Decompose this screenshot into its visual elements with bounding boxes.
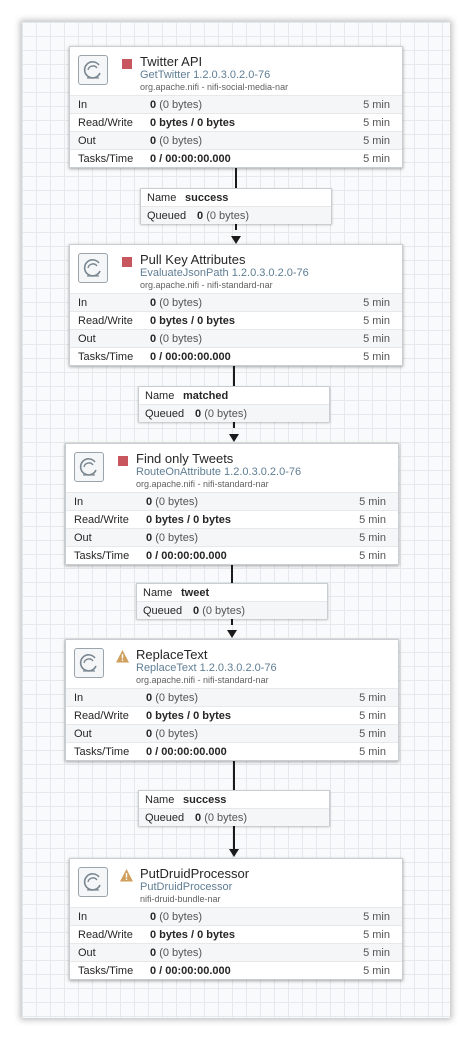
stat-row-read-write	[70, 925, 402, 943]
stat-window: 5 min	[359, 692, 386, 704]
processor-putdruidprocessor[interactable]	[69, 858, 403, 980]
stat-label: Read/Write	[74, 710, 129, 722]
connection-queued-row	[139, 404, 329, 422]
stat-value: 0 / 00:00:00.000	[146, 550, 227, 562]
stat-bytes: (0 bytes)	[155, 532, 198, 544]
stat-label: In	[78, 99, 88, 111]
stat-row-out	[70, 329, 402, 347]
stat-label: Out	[74, 728, 92, 740]
stat-value: 0 / 00:00:00.000	[150, 153, 231, 165]
stat-value: 0 bytes / 0 bytes	[150, 117, 235, 129]
connection-arrow-icon	[227, 630, 237, 638]
queued-count: 0	[195, 408, 202, 420]
processor-bundle: org.apache.nifi - nifi-standard-nar	[136, 675, 269, 685]
connection-name-label: Name	[143, 587, 173, 599]
stat-count: 0	[150, 333, 157, 345]
warning-status-icon	[119, 868, 134, 883]
stopped-status-icon	[122, 257, 132, 267]
stat-row-out	[66, 724, 398, 742]
stat-label: Read/Write	[78, 315, 133, 327]
connection-queued-label: Queued	[145, 408, 185, 420]
stat-label: Tasks/Time	[74, 550, 130, 562]
stat-bytes: (0 bytes)	[159, 297, 202, 309]
queued-count: 0	[193, 605, 200, 617]
queued-count: 0	[195, 812, 202, 824]
stat-row-out	[70, 943, 402, 961]
stat-row-in	[70, 293, 402, 311]
processor-name: Pull Key Attributes	[140, 252, 246, 267]
queued-count: 0	[197, 210, 204, 222]
queued-bytes: (0 bytes)	[204, 408, 247, 420]
processor-header	[66, 640, 398, 688]
connection-arrow-icon	[229, 434, 239, 442]
stat-label: In	[74, 496, 84, 508]
stat-value	[146, 728, 198, 740]
stat-window: 5 min	[363, 315, 390, 327]
processor-icon	[78, 253, 108, 283]
stat-count: 0	[150, 99, 157, 111]
stat-window: 5 min	[363, 153, 390, 165]
stat-row-in	[70, 907, 402, 925]
stat-count: 0	[146, 496, 153, 508]
connection-queued-row	[139, 808, 329, 826]
processor-twitter-api[interactable]	[69, 46, 403, 168]
connection-name: success	[185, 192, 229, 204]
stat-bytes: (0 bytes)	[155, 496, 198, 508]
processor-header	[70, 245, 402, 293]
processor-icon	[78, 867, 108, 897]
stat-window: 5 min	[363, 911, 390, 923]
processor-bundle: org.apache.nifi - nifi-social-media-nar	[140, 82, 289, 92]
processor-name: Twitter API	[140, 54, 203, 69]
stat-row-in	[70, 95, 402, 113]
processor-bundle: org.apache.nifi - nifi-standard-nar	[140, 280, 273, 290]
processor-header	[70, 859, 402, 907]
stat-label: Read/Write	[74, 514, 129, 526]
processor-type: PutDruidProcessor	[140, 881, 233, 893]
stat-label: Out	[78, 947, 96, 959]
stat-count: 0	[146, 532, 153, 544]
warning-status-icon	[115, 649, 130, 664]
stat-value: 0 / 00:00:00.000	[150, 965, 231, 977]
processor-pull-key-attributes[interactable]	[69, 244, 403, 366]
connection-queued-label: Queued	[143, 605, 183, 617]
connection-name: matched	[183, 390, 229, 402]
stat-value	[150, 135, 202, 147]
stat-value	[146, 496, 198, 508]
stat-row-read-write	[70, 311, 402, 329]
stat-window: 5 min	[359, 728, 386, 740]
connection-queued-value	[195, 408, 247, 420]
stat-window: 5 min	[363, 333, 390, 345]
stat-value	[150, 297, 202, 309]
stat-row-out	[70, 131, 402, 149]
stat-value	[150, 911, 202, 923]
stat-label: Tasks/Time	[78, 153, 134, 165]
stat-window: 5 min	[363, 351, 390, 363]
stat-value	[150, 99, 202, 111]
connection-label[interactable]	[140, 188, 332, 224]
connection-label[interactable]	[138, 386, 330, 422]
stat-row-tasks-time	[70, 347, 402, 365]
stat-value	[146, 692, 198, 704]
stat-label: Out	[78, 135, 96, 147]
connection-queued-row	[141, 206, 331, 224]
connection-arrow-icon	[229, 849, 239, 857]
stat-label: Tasks/Time	[78, 351, 134, 363]
processor-name: PutDruidProcessor	[140, 866, 250, 881]
stat-bytes: (0 bytes)	[159, 911, 202, 923]
processor-type: GetTwitter 1.2.0.3.0.2.0-76	[140, 69, 271, 81]
stat-count: 0	[150, 911, 157, 923]
stat-window: 5 min	[363, 929, 390, 941]
stat-window: 5 min	[359, 496, 386, 508]
stat-label: Out	[78, 333, 96, 345]
processor-replacetext[interactable]	[65, 639, 399, 761]
stat-value: 0 bytes / 0 bytes	[146, 710, 231, 722]
stat-value	[150, 947, 202, 959]
stat-label: Tasks/Time	[74, 746, 130, 758]
stat-window: 5 min	[363, 117, 390, 129]
stat-window: 5 min	[363, 297, 390, 309]
stat-count: 0	[146, 692, 153, 704]
connection-name: success	[183, 794, 227, 806]
stat-label: In	[78, 911, 88, 923]
processor-name: Find only Tweets	[136, 451, 234, 466]
stat-count: 0	[150, 947, 157, 959]
connection-label[interactable]	[138, 790, 330, 826]
stat-count: 0	[146, 728, 153, 740]
stat-bytes: (0 bytes)	[159, 135, 202, 147]
stat-window: 5 min	[359, 514, 386, 526]
processor-icon	[78, 55, 108, 85]
stat-row-read-write	[70, 113, 402, 131]
stat-window: 5 min	[363, 99, 390, 111]
processor-bundle: nifi-druid-bundle-nar	[140, 894, 221, 904]
stat-bytes: (0 bytes)	[159, 99, 202, 111]
connection-name-row	[139, 387, 329, 404]
stat-label: In	[78, 297, 88, 309]
queued-bytes: (0 bytes)	[204, 812, 247, 824]
stat-value: 0 / 00:00:00.000	[150, 351, 231, 363]
stat-window: 5 min	[363, 135, 390, 147]
connection-queued-label: Queued	[147, 210, 187, 222]
processor-name: ReplaceText	[136, 647, 208, 662]
processor-find-only-tweets[interactable]	[65, 443, 399, 565]
stat-window: 5 min	[359, 710, 386, 722]
stat-row-tasks-time	[66, 546, 398, 564]
connection-queued-value	[195, 812, 247, 824]
connection-name: tweet	[181, 587, 210, 599]
stat-window: 5 min	[363, 965, 390, 977]
stat-row-in	[66, 492, 398, 510]
connection-queued-label: Queued	[145, 812, 185, 824]
processor-type: RouteOnAttribute 1.2.0.3.0.2.0-76	[136, 466, 302, 478]
connection-queued-value	[197, 210, 249, 222]
queued-bytes: (0 bytes)	[206, 210, 249, 222]
connection-name-label: Name	[145, 390, 175, 402]
connection-name-row	[141, 189, 331, 206]
connection-queued-value	[193, 605, 245, 617]
stopped-status-icon	[118, 456, 128, 466]
stat-bytes: (0 bytes)	[159, 333, 202, 345]
connection-name-label: Name	[145, 794, 175, 806]
connection-name-row	[137, 584, 327, 601]
stat-value: 0 / 00:00:00.000	[146, 746, 227, 758]
stat-row-read-write	[66, 510, 398, 528]
processor-header	[66, 444, 398, 492]
stat-value: 0 bytes / 0 bytes	[146, 514, 231, 526]
stat-count: 0	[150, 135, 157, 147]
stopped-status-icon	[122, 59, 132, 69]
stat-window: 5 min	[359, 746, 386, 758]
stat-label: In	[74, 692, 84, 704]
connection-arrow-icon	[231, 236, 241, 244]
stat-count: 0	[150, 297, 157, 309]
stat-value	[146, 532, 198, 544]
stat-window: 5 min	[363, 947, 390, 959]
stat-window: 5 min	[359, 550, 386, 562]
stat-row-tasks-time	[66, 742, 398, 760]
stat-value: 0 bytes / 0 bytes	[150, 929, 235, 941]
stat-row-tasks-time	[70, 961, 402, 979]
processor-icon	[74, 452, 104, 482]
queued-bytes: (0 bytes)	[202, 605, 245, 617]
stat-label: Read/Write	[78, 929, 133, 941]
stat-bytes: (0 bytes)	[155, 728, 198, 740]
connection-name-row	[139, 791, 329, 808]
connection-label[interactable]	[136, 583, 328, 619]
processor-type: ReplaceText 1.2.0.3.0.2.0-76	[136, 662, 277, 674]
stat-value: 0 bytes / 0 bytes	[150, 315, 235, 327]
connection-name-label: Name	[147, 192, 177, 204]
processor-header	[70, 47, 402, 95]
stat-label: Out	[74, 532, 92, 544]
stat-row-out	[66, 528, 398, 546]
stat-label: Tasks/Time	[78, 965, 134, 977]
stat-label: Read/Write	[78, 117, 133, 129]
processor-type: EvaluateJsonPath 1.2.0.3.0.2.0-76	[140, 267, 309, 279]
processor-bundle: org.apache.nifi - nifi-standard-nar	[136, 479, 269, 489]
stat-row-tasks-time	[70, 149, 402, 167]
stat-row-in	[66, 688, 398, 706]
stat-bytes: (0 bytes)	[155, 692, 198, 704]
stat-value	[150, 333, 202, 345]
processor-icon	[74, 648, 104, 678]
stat-row-read-write	[66, 706, 398, 724]
stat-window: 5 min	[359, 532, 386, 544]
stat-bytes: (0 bytes)	[159, 947, 202, 959]
connection-queued-row	[137, 601, 327, 619]
